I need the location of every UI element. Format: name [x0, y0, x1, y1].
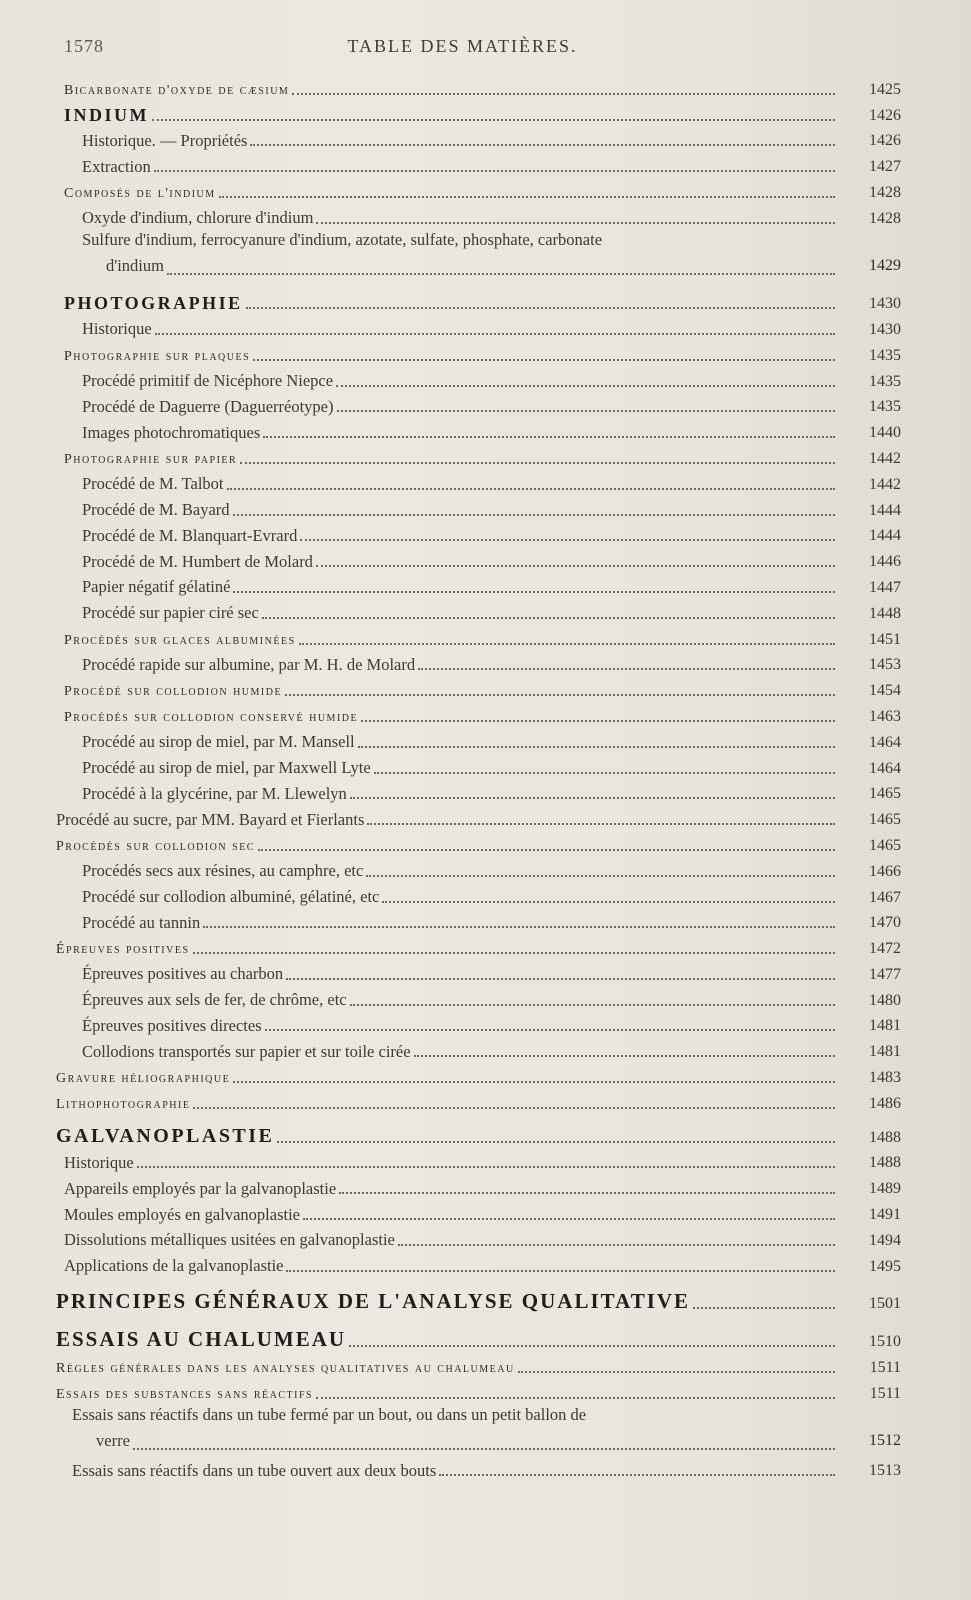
leader-dots	[374, 772, 835, 774]
toc-entry-label: Épreuves positives au charbon	[82, 964, 284, 984]
toc-section-heading: GALVANOPLASTIE	[56, 1124, 275, 1147]
toc-entry	[48, 1453, 901, 1479]
toc-entry-label: Appareils employés par la galvanoplastie	[64, 1178, 337, 1198]
toc-entry-page: 1429	[869, 256, 901, 274]
leader-dots	[219, 196, 835, 198]
toc-entry-page: 1463	[869, 707, 901, 725]
leader-dots	[167, 273, 835, 275]
toc-entry	[48, 1350, 901, 1376]
toc-entry-label: Procédé au sirop de miel, par Maxwell Lyte	[82, 758, 371, 778]
toc-entry-label: Procédé au sucre, par MM. Bayard et Fierlants	[56, 809, 365, 829]
toc-entry	[48, 124, 901, 150]
toc-entry	[48, 906, 901, 932]
leader-dots	[398, 1244, 835, 1246]
toc-section-heading: ESSAIS AU CHALUMEAU	[56, 1327, 347, 1352]
leader-dots	[518, 1371, 835, 1373]
leader-dots	[336, 385, 835, 387]
toc-entry-page: 1481	[869, 1043, 901, 1061]
toc-entry	[48, 364, 901, 390]
toc-entry-label: Procédé au tannin	[82, 912, 201, 932]
toc-entry-label: Historique. — Propriétés	[82, 130, 248, 150]
toc-entry-label-line1: Essais sans réactifs dans un tube fermé par un bout, ou dans un petit ballon de	[72, 1404, 587, 1424]
leader-dots	[240, 462, 835, 464]
toc-entry-label: Essais sans réactifs dans un tube ouvert aux deux bouts	[72, 1460, 437, 1480]
leader-dots	[439, 1474, 835, 1476]
leader-dots	[349, 1345, 835, 1347]
toc-entry	[48, 699, 901, 725]
toc-entry-label: Procédé rapide sur albumine, par M. H. de Molard	[82, 654, 416, 674]
toc-entry-page: 1501	[869, 1295, 901, 1313]
toc-entry	[48, 149, 901, 175]
toc-entry-page: 1511	[869, 1359, 901, 1377]
toc-entry-label: Procédé sur collodion humide	[64, 684, 283, 700]
leader-dots	[152, 119, 835, 121]
toc-entry-page: 1483	[869, 1069, 901, 1087]
toc-entry-page: 1486	[869, 1094, 901, 1112]
leader-dots	[382, 901, 835, 903]
toc-entry-label: Papier négatif gélatiné	[82, 577, 231, 597]
toc-entry-label: Procédé à la glycérine, par M. Llewelyn	[82, 783, 347, 803]
toc-entry-page: 1453	[869, 656, 901, 674]
toc-entry	[48, 72, 901, 98]
toc-entry-label: Procédé au sirop de miel, par M. Mansell	[82, 732, 355, 752]
toc-entry-label: Épreuves aux sels de fer, de chrôme, etc	[82, 990, 347, 1010]
toc-entry	[48, 1060, 901, 1086]
toc-entry-line2	[72, 1428, 901, 1454]
toc-entry-page: 1510	[869, 1333, 901, 1351]
toc-entry-label: Images photochromatiques	[82, 422, 261, 442]
toc-entry-page: 1488	[869, 1154, 901, 1172]
leader-dots	[361, 720, 835, 722]
toc-entry-page: 1488	[869, 1128, 901, 1146]
leader-dots	[258, 849, 835, 851]
toc-entry	[48, 596, 901, 622]
toc-section-heading: PHOTOGRAPHIE	[64, 293, 243, 314]
leader-dots	[366, 875, 835, 877]
leader-dots	[286, 978, 835, 980]
toc-entry-page: 1442	[869, 475, 901, 493]
toc-entry-page: 1435	[869, 346, 901, 364]
toc-entry-page: 1427	[869, 158, 901, 176]
toc-entry-page: 1430	[869, 320, 901, 338]
leader-dots	[358, 746, 835, 748]
toc-entry	[48, 802, 901, 828]
toc-entry	[48, 441, 901, 467]
toc-entry	[48, 622, 901, 648]
leader-dots	[193, 952, 835, 954]
toc-entry-page: 1435	[869, 372, 901, 390]
toc-entry-page: 1440	[869, 424, 901, 442]
toc-entry	[48, 648, 901, 674]
toc-entry-label: Procédé de M. Bayard	[82, 500, 230, 520]
leader-dots	[418, 668, 835, 670]
running-title: TABLE DES MATIÈRES.	[347, 36, 578, 56]
toc-entry	[48, 1120, 901, 1146]
toc-entry-label-line1: Sulfure d'indium, ferrocyanure d'indium, azotate, sulfate, phosphate, carbonate	[82, 229, 603, 249]
toc-entry	[48, 1324, 901, 1350]
toc-entry	[48, 1223, 901, 1249]
toc-entry-label: Procédés sur collodion sec	[56, 838, 255, 854]
leader-dots	[337, 410, 836, 412]
toc-entry-label: Procédé de Daguerre (Daguerréotype)	[82, 396, 334, 416]
toc-entry	[48, 777, 901, 803]
toc-entry-label: Procédé de M. Blanquart-Evrard	[82, 525, 298, 545]
toc-section-heading: INDIUM	[64, 104, 149, 125]
leader-dots	[316, 1397, 835, 1399]
toc-entry	[48, 544, 901, 570]
toc-entry-label: Gravure héliographique	[56, 1071, 231, 1087]
toc-section-heading: PRINCIPES GÉNÉRAUX DE L'ANALYSE QUALITATIVE	[56, 1289, 691, 1314]
toc-entry	[48, 1009, 901, 1035]
toc-entry-page: 1425	[869, 80, 901, 98]
toc-entry-page: 1489	[869, 1180, 901, 1198]
toc-entry-page: 1444	[869, 527, 901, 545]
leader-dots	[250, 144, 835, 146]
toc-entry-page: 1448	[869, 604, 901, 622]
toc-entry-page: 1467	[869, 888, 901, 906]
toc-entry	[48, 983, 901, 1009]
leader-dots	[262, 617, 835, 619]
toc-entry-page: 1512	[869, 1431, 901, 1449]
toc-entry	[48, 175, 901, 201]
toc-entry-page: 1464	[869, 733, 901, 751]
toc-entry-label: Procédé primitif de Nicéphore Niepce	[82, 371, 334, 391]
toc-entry	[48, 312, 901, 338]
toc-entry	[48, 751, 901, 777]
leader-dots	[137, 1166, 835, 1168]
toc-entry-label: Procédés sur glaces albuminées	[64, 632, 296, 648]
toc-entry-page: 1442	[869, 449, 901, 467]
toc-entry-page: 1472	[869, 940, 901, 958]
toc-entry	[48, 570, 901, 596]
leader-dots	[286, 1270, 835, 1272]
toc-entry-page: 1451	[869, 630, 901, 648]
toc-entry-line2	[82, 253, 901, 279]
leader-dots	[155, 333, 835, 335]
toc-entry	[48, 1376, 901, 1402]
toc-entry	[48, 931, 901, 957]
toc-entry-label: Procédé sur papier ciré sec	[82, 603, 259, 623]
toc-entry-label: Lithophotographie	[56, 1096, 191, 1112]
toc-entry	[48, 725, 901, 751]
toc-entry-label-line2: d'indium	[106, 255, 164, 275]
leader-dots	[233, 1081, 835, 1083]
leader-dots	[303, 1218, 835, 1220]
toc-entry-page: 1511	[869, 1384, 901, 1402]
leader-dots	[693, 1307, 835, 1309]
toc-entry	[48, 390, 901, 416]
toc-entry-page: 1430	[869, 295, 901, 313]
toc-entry-page: 1444	[869, 501, 901, 519]
toc-entry-label: Procédés sur collodion conservé humide	[64, 709, 359, 725]
toc-entry-page: 1465	[869, 836, 901, 854]
toc-entry-label: Composés de l'indium	[64, 185, 216, 201]
toc-entry-label: Applications de la galvanoplastie	[64, 1256, 284, 1276]
toc-entry-page: 1447	[869, 578, 901, 596]
toc-entry-page: 1446	[869, 553, 901, 571]
toc-entry-label: Essais des substances sans réactifs	[56, 1386, 314, 1402]
toc-entry	[48, 1287, 901, 1313]
toc-entry-page: 1470	[869, 914, 901, 932]
toc-entry-label: Procédé sur collodion albuminé, gélatiné, etc	[82, 887, 380, 906]
toc-entry-page: 1454	[869, 682, 901, 700]
toc-entry	[48, 201, 901, 227]
toc-entry-page: 1428	[869, 209, 901, 227]
toc-entry-page: 1426	[869, 132, 901, 150]
leader-dots	[133, 1448, 835, 1450]
leader-dots	[263, 436, 835, 438]
toc-entry-label: Épreuves positives	[56, 942, 190, 958]
toc-entry-page: 1466	[869, 862, 901, 880]
leader-dots	[203, 926, 835, 928]
toc-entry-label: Dissolutions métalliques usitées en galvanoplastie	[64, 1230, 395, 1250]
toc-entry-page: 1481	[869, 1017, 901, 1035]
leader-dots	[227, 488, 835, 490]
leader-dots	[299, 643, 835, 645]
leader-dots	[265, 1029, 835, 1031]
leader-dots	[233, 591, 835, 593]
toc-entry-page: 1426	[869, 106, 901, 124]
page-number: 1578	[64, 36, 104, 56]
leader-dots	[246, 307, 835, 309]
leader-dots	[193, 1107, 835, 1109]
toc-entry-label: Collodions transportés sur papier et sur toile cirée	[82, 1041, 411, 1061]
toc-entry	[48, 880, 901, 906]
leader-dots	[233, 514, 835, 516]
toc-entry-page: 1464	[869, 759, 901, 777]
leader-dots	[300, 539, 835, 541]
toc-entry	[48, 493, 901, 519]
toc-entry-page: 1495	[869, 1257, 901, 1275]
toc-entry-label: Bicarbonate d'oxyde de cæsium	[64, 82, 290, 98]
leader-dots	[414, 1055, 835, 1057]
leader-dots	[350, 1004, 835, 1006]
toc-entry	[48, 1146, 901, 1172]
leader-dots	[277, 1141, 835, 1143]
toc-entry-page: 1465	[869, 785, 901, 803]
toc-entry-label: Historique	[82, 319, 152, 339]
leader-dots	[154, 170, 835, 172]
toc-entry	[48, 286, 901, 312]
toc-entry-label-line2: verre	[96, 1430, 130, 1450]
toc-entry-wrapped	[48, 1402, 901, 1454]
toc-entry-label: Historique	[64, 1152, 134, 1172]
toc-entry-page: 1480	[869, 991, 901, 1009]
toc-entry-label: Épreuves positives directes	[82, 1015, 262, 1035]
toc-entry	[48, 1197, 901, 1223]
toc-entry	[48, 1086, 901, 1112]
leader-dots	[316, 565, 835, 567]
leader-dots	[292, 93, 835, 95]
toc-entry-label: Photographie sur papier	[64, 451, 238, 467]
toc-entry	[48, 519, 901, 545]
toc-entry-label: Oxyde d'indium, chlorure d'indium	[82, 208, 314, 228]
toc-entry	[48, 98, 901, 124]
toc-entry-page: 1513	[869, 1462, 901, 1480]
toc-entry	[48, 854, 901, 880]
toc-entry	[48, 415, 901, 441]
toc-entry-label: Procédé de M. Humbert de Molard	[82, 551, 313, 571]
toc-entry	[48, 1034, 901, 1060]
leader-dots	[316, 222, 835, 224]
toc-entry-label: Règles générales dans les analyses qualitatives au chalumeau	[56, 1361, 515, 1377]
toc-entry	[48, 673, 901, 699]
leader-dots	[253, 359, 835, 361]
toc-entry-page: 1491	[869, 1206, 901, 1224]
toc-entry	[48, 1171, 901, 1197]
leader-dots	[350, 797, 835, 799]
toc-entry	[48, 828, 901, 854]
leader-dots	[339, 1192, 835, 1194]
toc-entry-label: Photographie sur plaques	[64, 348, 251, 364]
page-header	[64, 36, 861, 72]
toc-entry-page: 1428	[869, 183, 901, 201]
leader-dots	[285, 694, 835, 696]
toc-entry-page: 1435	[869, 398, 901, 416]
leader-dots	[367, 823, 835, 825]
toc-entry-page: 1494	[869, 1231, 901, 1249]
toc-entry	[48, 467, 901, 493]
toc-entry-page: 1465	[869, 811, 901, 829]
toc-entry	[48, 338, 901, 364]
table-of-contents	[48, 72, 901, 1479]
toc-entry-label: Procédé de M. Talbot	[82, 474, 224, 494]
toc-entry-wrapped	[48, 227, 901, 279]
toc-entry	[48, 1249, 901, 1275]
toc-entry-label: Moules employés en galvanoplastie	[64, 1204, 300, 1224]
toc-entry-label: Procédés secs aux résines, au camphre, etc	[82, 861, 364, 881]
toc-entry-page: 1477	[869, 965, 901, 983]
toc-entry	[48, 957, 901, 983]
toc-entry-label: Extraction	[82, 156, 151, 176]
